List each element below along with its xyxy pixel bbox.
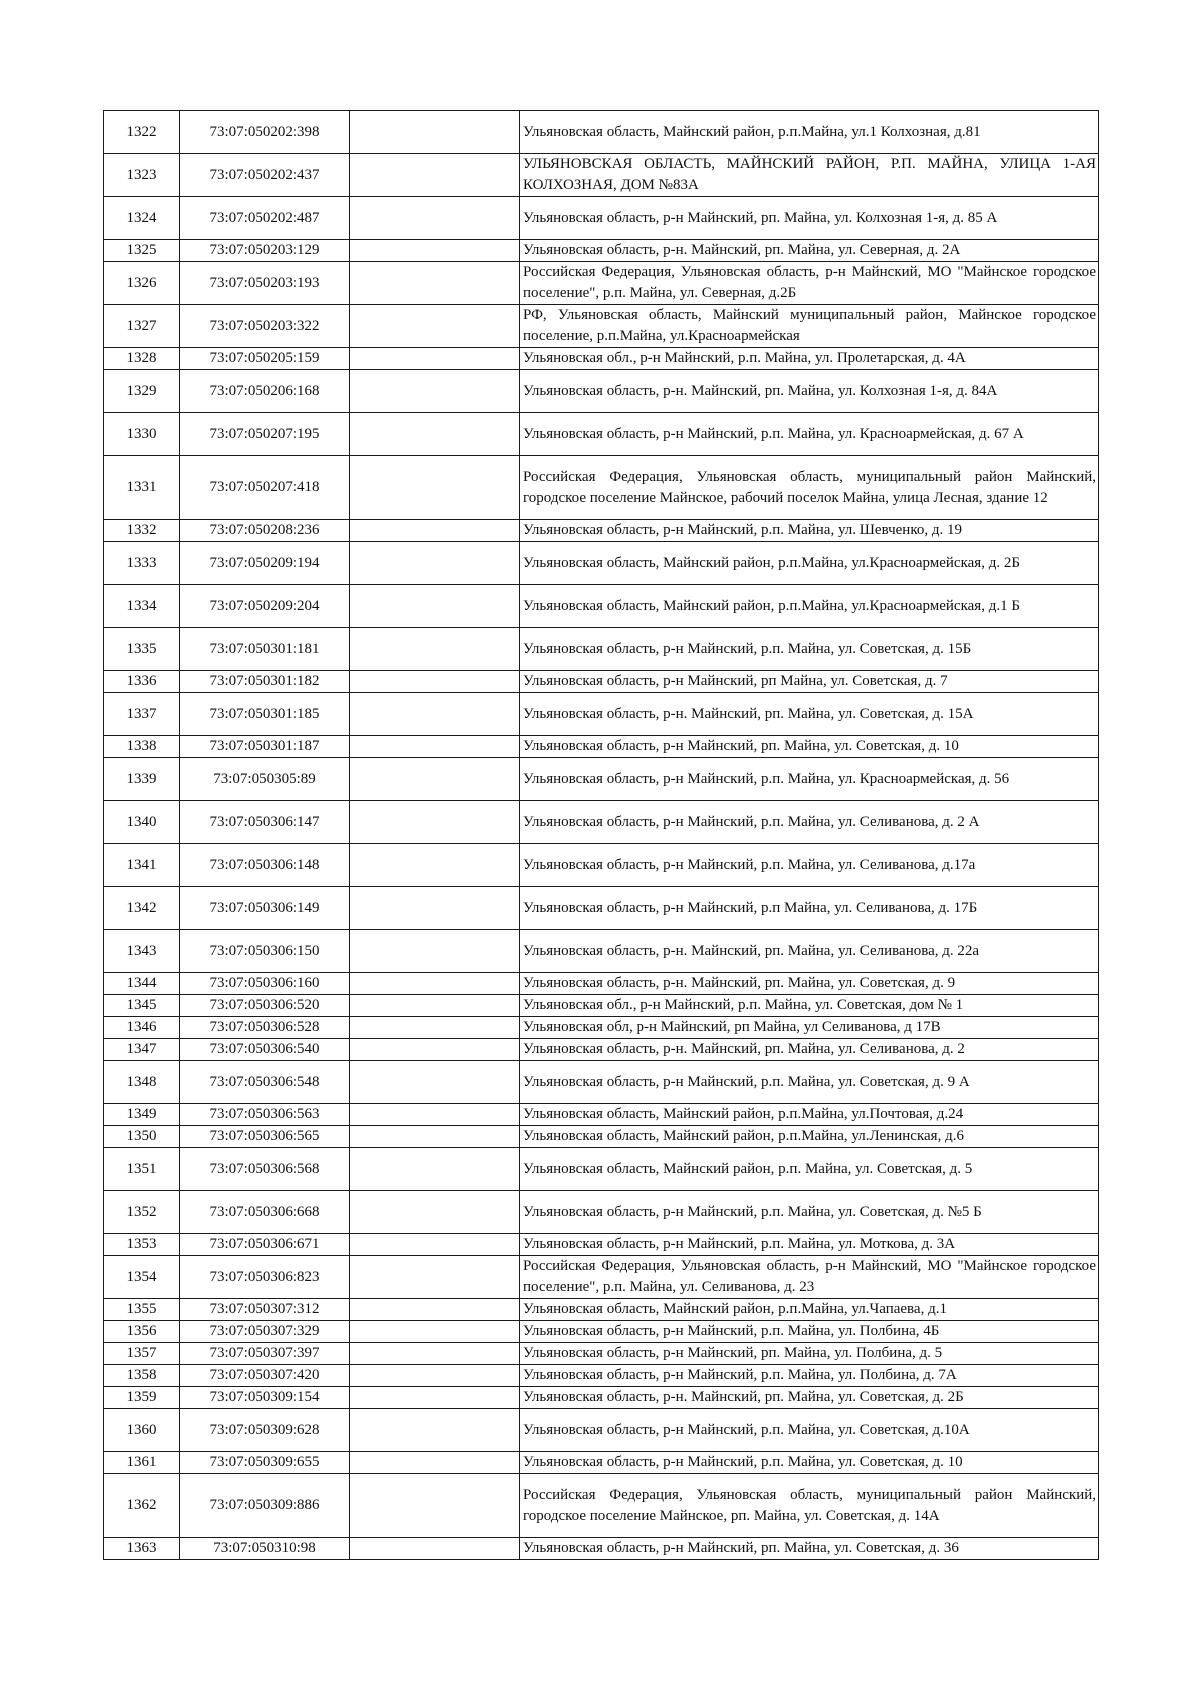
table-row [104,693,1099,736]
table-row [104,456,1099,520]
address-cell: Ульяновская область, р-н Майнский, р.п. Майна, ул. Советская, д. 9 А [520,1061,1099,1104]
table-row [104,348,1099,370]
table-body [104,111,1099,1560]
cadastral-number: 73:07:050309:628 [180,1409,350,1452]
address-cell: Ульяновская область, р-н. Майнский, рп. Майна, ул. Колхозная 1-я, д. 84А [520,370,1099,413]
row-number: 1331 [104,456,180,520]
empty-cell [350,585,520,628]
cadastral-number: 73:07:050305:89 [180,758,350,801]
row-number: 1358 [104,1365,180,1387]
cadastral-number: 73:07:050203:322 [180,305,350,348]
empty-cell [350,801,520,844]
row-number: 1336 [104,671,180,693]
address-cell: Ульяновская область, р-н Майнский, рп. Майна, ул. Советская, д. 36 [520,1538,1099,1560]
empty-cell [350,1299,520,1321]
empty-cell [350,1148,520,1191]
table-row [104,1126,1099,1148]
table-row [104,1234,1099,1256]
cadastral-number: 73:07:050307:329 [180,1321,350,1343]
row-number: 1361 [104,1452,180,1474]
empty-cell [350,413,520,456]
empty-cell [350,930,520,973]
row-number: 1350 [104,1126,180,1148]
address-cell: Ульяновская область, р-н Майнский, р.п. Майна, ул. Красноармейская, д. 67 А [520,413,1099,456]
row-number: 1360 [104,1409,180,1452]
table-row [104,542,1099,585]
empty-cell [350,240,520,262]
row-number: 1353 [104,1234,180,1256]
empty-cell [350,1387,520,1409]
address-cell: Ульяновская область, р-н Майнский, р.п Майна, ул. Селиванова, д. 17Б [520,887,1099,930]
address-cell: Ульяновская область, р-н. Майнский, рп. Майна, ул. Советская, д. 15А [520,693,1099,736]
empty-cell [350,456,520,520]
empty-cell [350,348,520,370]
empty-cell [350,1321,520,1343]
cadastral-number: 73:07:050306:540 [180,1039,350,1061]
table-row [104,520,1099,542]
cadastral-number: 73:07:050307:312 [180,1299,350,1321]
table-row [104,1365,1099,1387]
address-cell: Ульяновская область, р-н. Майнский, рп. Майна, ул. Советская, д. 9 [520,973,1099,995]
table-row [104,995,1099,1017]
empty-cell [350,758,520,801]
row-number: 1327 [104,305,180,348]
table-row [104,671,1099,693]
row-number: 1355 [104,1299,180,1321]
table-row [104,370,1099,413]
address-cell: Ульяновская область, Майнский район, р.п.Майна, ул.Красноармейская, д.1 Б [520,585,1099,628]
cadastral-number: 73:07:050306:150 [180,930,350,973]
address-cell: Ульяновская область, Майнский район, р.п. Майна, ул. Советская, д. 5 [520,1148,1099,1191]
address-cell: Ульяновская область, р-н Майнский, р.п. Майна, ул. Советская, д. №5 Б [520,1191,1099,1234]
address-cell: Ульяновская область, р-н Майнский, р.п. Майна, ул. Советская, д.10А [520,1409,1099,1452]
address-cell: Ульяновская область, р-н Майнский, р.п. Майна, ул. Полбина, д. 7А [520,1365,1099,1387]
address-cell: Ульяновская обл., р-н Майнский, р.п. Майна, ул. Пролетарская, д. 4А [520,348,1099,370]
empty-cell [350,736,520,758]
cadastral-number: 73:07:050306:568 [180,1148,350,1191]
cadastral-number: 73:07:050301:182 [180,671,350,693]
address-cell: Ульяновская область, Майнский район, р.п.Майна, ул.Ленинская, д.6 [520,1126,1099,1148]
cadastral-number: 73:07:050203:193 [180,262,350,305]
row-number: 1342 [104,887,180,930]
table-row [104,197,1099,240]
table-row [104,1452,1099,1474]
address-cell: Ульяновская область, Майнский район, р.п.Майна, ул.Почтовая, д.24 [520,1104,1099,1126]
cadastral-number: 73:07:050301:181 [180,628,350,671]
table-row [104,736,1099,758]
address-cell: Ульяновская область, р-н Майнский, р.п. Майна, ул. Красноармейская, д. 56 [520,758,1099,801]
cadastral-number: 73:07:050301:187 [180,736,350,758]
cadastral-number: 73:07:050209:194 [180,542,350,585]
table-row [104,1017,1099,1039]
address-cell: Ульяновская область, р-н. Майнский, рп. Майна, ул. Северная, д. 2А [520,240,1099,262]
row-number: 1338 [104,736,180,758]
row-number: 1340 [104,801,180,844]
address-cell: Ульяновская область, р-н Майнский, р.п. Майна, ул. Советская, д. 15Б [520,628,1099,671]
address-cell: Российская Федерация, Ульяновская область, муниципальный район Майнский, городское поселение Майнское, рабочий поселок Майна, улица Лесная, здание 12 [520,456,1099,520]
cadastral-number: 73:07:050202:487 [180,197,350,240]
empty-cell [350,1191,520,1234]
row-number: 1337 [104,693,180,736]
empty-cell [350,305,520,348]
empty-cell [350,197,520,240]
empty-cell [350,1017,520,1039]
row-number: 1323 [104,154,180,197]
row-number: 1348 [104,1061,180,1104]
address-cell: Ульяновская область, Майнский район, р.п.Майна, ул.Чапаева, д.1 [520,1299,1099,1321]
cadastral-number: 73:07:050205:159 [180,348,350,370]
cadastral-number: 73:07:050306:160 [180,973,350,995]
empty-cell [350,1409,520,1452]
empty-cell [350,370,520,413]
cadastral-number: 73:07:050306:823 [180,1256,350,1299]
address-cell: Ульяновская область, Майнский район, р.п.Майна, ул.Красноармейская, д. 2Б [520,542,1099,585]
address-cell: Ульяновская обл., р-н Майнский, р.п. Майна, ул. Советская, дом № 1 [520,995,1099,1017]
table-row [104,758,1099,801]
cadastral-number: 73:07:050306:548 [180,1061,350,1104]
table-row [104,844,1099,887]
address-cell: Ульяновская область, р-н Майнский, р.п. Майна, ул. Селиванова, д.17а [520,844,1099,887]
table-row [104,1148,1099,1191]
cadastral-number: 73:07:050207:418 [180,456,350,520]
empty-cell [350,671,520,693]
row-number: 1349 [104,1104,180,1126]
address-cell: Ульяновская область, р-н Майнский, р.п. Майна, ул. Шевченко, д. 19 [520,520,1099,542]
empty-cell [350,1474,520,1538]
row-number: 1332 [104,520,180,542]
cadastral-number: 73:07:050202:398 [180,111,350,154]
cadastral-number: 73:07:050207:195 [180,413,350,456]
empty-cell [350,262,520,305]
empty-cell [350,542,520,585]
row-number: 1328 [104,348,180,370]
row-number: 1335 [104,628,180,671]
empty-cell [350,887,520,930]
row-number: 1329 [104,370,180,413]
row-number: 1344 [104,973,180,995]
address-cell: Российская Федерация, Ульяновская область, р-н Майнский, МО "Майнское городское поселение", р.п. Майна, ул. Северная, д.2Б [520,262,1099,305]
row-number: 1339 [104,758,180,801]
empty-cell [350,1365,520,1387]
cadastral-number: 73:07:050203:129 [180,240,350,262]
row-number: 1324 [104,197,180,240]
address-cell: Ульяновская область, р-н Майнский, р.п. Майна, ул. Полбина, 4Б [520,1321,1099,1343]
table-row [104,1104,1099,1126]
row-number: 1363 [104,1538,180,1560]
table-row [104,1039,1099,1061]
table-row [104,1409,1099,1452]
address-cell: Ульяновская область, р-н. Майнский, рп. Майна, ул. Селиванова, д. 22а [520,930,1099,973]
table-row [104,305,1099,348]
row-number: 1346 [104,1017,180,1039]
cadastral-number: 73:07:050307:397 [180,1343,350,1365]
table-row [104,1387,1099,1409]
address-cell: Ульяновская область, р-н Майнский, рп Майна, ул. Советская, д. 7 [520,671,1099,693]
cadastral-number: 73:07:050309:154 [180,1387,350,1409]
empty-cell [350,1343,520,1365]
empty-cell [350,1126,520,1148]
table-row [104,801,1099,844]
address-cell: РФ, Ульяновская область, Майнский муниципальный район, Майнское городское поселение, р.п.Майна, ул.Красноармейская [520,305,1099,348]
row-number: 1347 [104,1039,180,1061]
empty-cell [350,111,520,154]
cadastral-number: 73:07:050306:148 [180,844,350,887]
row-number: 1359 [104,1387,180,1409]
empty-cell [350,1452,520,1474]
row-number: 1341 [104,844,180,887]
table-row [104,1191,1099,1234]
table-row [104,1256,1099,1299]
table-row [104,1321,1099,1343]
row-number: 1357 [104,1343,180,1365]
table-row [104,887,1099,930]
row-number: 1351 [104,1148,180,1191]
cadastral-number: 73:07:050309:886 [180,1474,350,1538]
address-cell: Ульяновская обл, р-н Майнский, рп Майна, ул Селиванова, д 17В [520,1017,1099,1039]
cadastral-number: 73:07:050306:528 [180,1017,350,1039]
row-number: 1343 [104,930,180,973]
empty-cell [350,154,520,197]
empty-cell [350,1061,520,1104]
empty-cell [350,1538,520,1560]
address-registry-table [103,110,1099,1560]
address-cell: УЛЬЯНОВСКАЯ ОБЛАСТЬ, МАЙНСКИЙ РАЙОН, Р.П. МАЙНА, УЛИЦА 1-АЯ КОЛХОЗНАЯ, ДОМ №83А [520,154,1099,197]
cadastral-number: 73:07:050202:437 [180,154,350,197]
cadastral-number: 73:07:050301:185 [180,693,350,736]
row-number: 1326 [104,262,180,305]
row-number: 1354 [104,1256,180,1299]
cadastral-number: 73:07:050206:168 [180,370,350,413]
row-number: 1345 [104,995,180,1017]
empty-cell [350,1039,520,1061]
address-cell: Ульяновская область, р-н Майнский, рп. Майна, ул. Полбина, д. 5 [520,1343,1099,1365]
table-row [104,585,1099,628]
address-cell: Ульяновская область, р-н Майнский, р.п. Майна, ул. Советская, д. 10 [520,1452,1099,1474]
cadastral-number: 73:07:050209:204 [180,585,350,628]
row-number: 1322 [104,111,180,154]
address-cell: Ульяновская область, р-н. Майнский, рп. Майна, ул. Советская, д. 2Б [520,1387,1099,1409]
cadastral-number: 73:07:050306:565 [180,1126,350,1148]
cadastral-number: 73:07:050306:149 [180,887,350,930]
address-cell: Ульяновская область, р-н Майнский, р.п. Майна, ул. Моткова, д. 3А [520,1234,1099,1256]
row-number: 1325 [104,240,180,262]
row-number: 1352 [104,1191,180,1234]
empty-cell [350,1234,520,1256]
row-number: 1333 [104,542,180,585]
empty-cell [350,693,520,736]
empty-cell [350,973,520,995]
empty-cell [350,628,520,671]
empty-cell [350,520,520,542]
row-number: 1356 [104,1321,180,1343]
empty-cell [350,844,520,887]
cadastral-number: 73:07:050309:655 [180,1452,350,1474]
cadastral-number: 73:07:050310:98 [180,1538,350,1560]
address-cell: Ульяновская область, р-н Майнский, р.п. Майна, ул. Селиванова, д. 2 А [520,801,1099,844]
address-cell: Ульяновская область, Майнский район, р.п.Майна, ул.1 Колхозная, д.81 [520,111,1099,154]
table-row [104,930,1099,973]
table-row [104,1538,1099,1560]
table-row [104,154,1099,197]
cadastral-number: 73:07:050306:520 [180,995,350,1017]
table-row [104,1299,1099,1321]
row-number: 1334 [104,585,180,628]
table-row [104,240,1099,262]
table-row [104,628,1099,671]
empty-cell [350,1104,520,1126]
cadastral-number: 73:07:050306:147 [180,801,350,844]
table-row [104,413,1099,456]
cadastral-number: 73:07:050306:668 [180,1191,350,1234]
table-row [104,1474,1099,1538]
address-cell: Ульяновская область, р-н. Майнский, рп. Майна, ул. Селиванова, д. 2 [520,1039,1099,1061]
cadastral-number: 73:07:050306:671 [180,1234,350,1256]
row-number: 1362 [104,1474,180,1538]
address-cell: Российская Федерация, Ульяновская область, муниципальный район Майнский, городское поселение Майнское, рп. Майна, ул. Советская, д. 14А [520,1474,1099,1538]
cadastral-number: 73:07:050208:236 [180,520,350,542]
table-row [104,973,1099,995]
address-cell: Российская Федерация, Ульяновская область, р-н Майнский, МО "Майнское городское поселение", р.п. Майна, ул. Селиванова, д. 23 [520,1256,1099,1299]
table-row [104,1343,1099,1365]
cadastral-number: 73:07:050306:563 [180,1104,350,1126]
table-row [104,1061,1099,1104]
address-cell: Ульяновская область, р-н Майнский, рп. Майна, ул. Колхозная 1-я, д. 85 А [520,197,1099,240]
address-cell: Ульяновская область, р-н Майнский, рп. Майна, ул. Советская, д. 10 [520,736,1099,758]
empty-cell [350,1256,520,1299]
table-row [104,262,1099,305]
table-row [104,111,1099,154]
row-number: 1330 [104,413,180,456]
empty-cell [350,995,520,1017]
cadastral-number: 73:07:050307:420 [180,1365,350,1387]
